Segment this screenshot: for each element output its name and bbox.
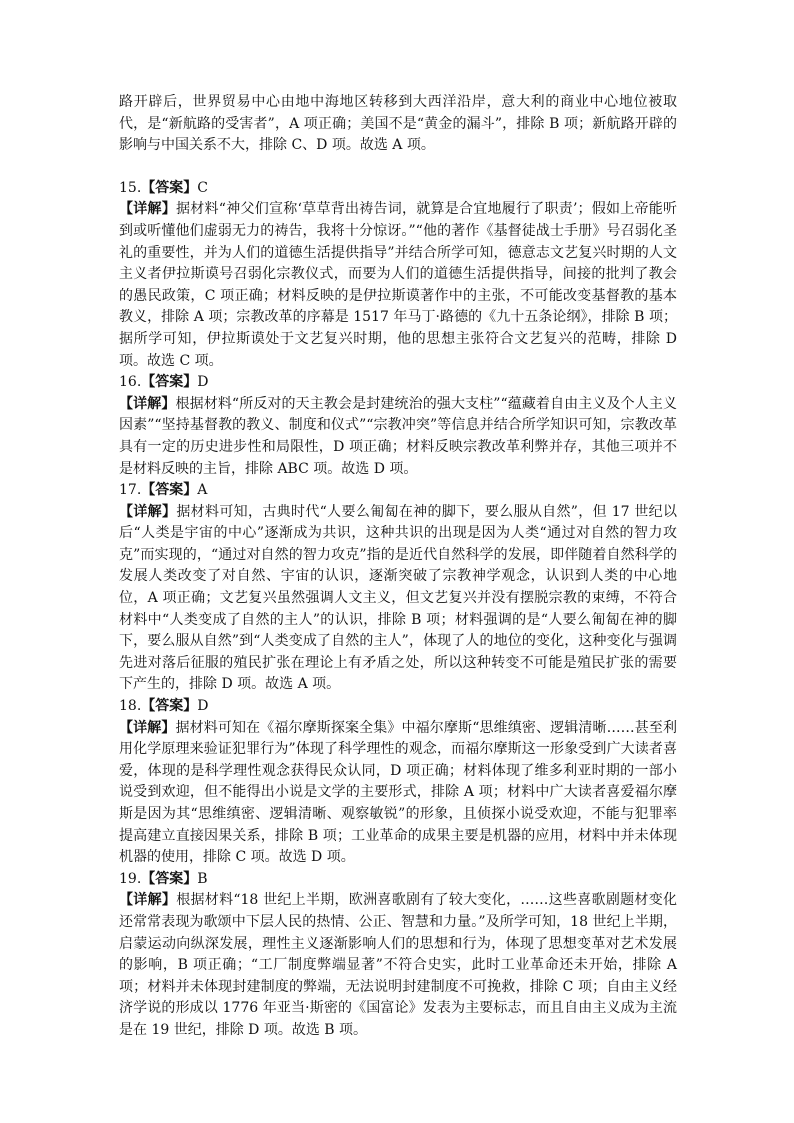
answer-value: C xyxy=(197,179,208,196)
question-15 xyxy=(119,178,677,372)
question-19 xyxy=(119,869,677,1042)
question-number: 17. xyxy=(119,482,142,499)
detail-text: 据材料“神父们宣称‘草草背出祷告词，就算是合宜地履行了职责’；假如上帝能听到或听懂他们虚弱无力的祷告，我将十分惊讶。”“他的著作《基督徒战士手册》号召弱化圣礼的重要性，并为人们的道德生活提供指导”并结合所学可知，德意志文艺复兴时期的人文主义者伊拉斯谟号召弱化宗教仪式，而要为人们的道德生活提供指导，间接的批判了教会的愚民政策，C 项正确；材料反映的是伊拉斯谟著作中的主张，不可能改变基督教的基本教义，排除 A 项；宗教改革的序幕是 1517 年马丁·路德的《九十五条论纲》，排除 B 项；据所学可知，伊拉斯谟处于文艺复兴时期，他的思想主张符合文艺复兴的范畴，排除 D 项。故选 C 项。 xyxy=(119,201,678,369)
document-page xyxy=(119,92,677,1042)
detail-text: 根据材料“所反对的天主教会是封建统治的强大支柱”“蕴藏着自由主义及个人主义因素”“坚持基督教的教义、制度和仪式”“宗教冲突”等信息并结合所学知识可知，宗教改革具有一定的历史进步性和局限性，D 项正确；材料反映宗教改革利弊并存，其他三项并不是材料反映的主旨，排除 ABC 项。故选 D 项。 xyxy=(119,395,677,477)
answer-label: 【答案】 xyxy=(141,482,198,499)
question-16 xyxy=(119,372,677,480)
detail-label: 【详解】 xyxy=(119,395,176,412)
detail-text: 据材料可知，古典时代“人要么匍匐在神的脚下，要么服从自然”，但 17 世纪以后“人类是宇宙的中心”逐渐成为共识，这种共识的出现是因为人类“通过对自然的智力攻克”而实现的，“通过对自然的智力攻克”指的是近代自然科学的发展，即伴随着自然科学的发展人类改变了对自然、宇宙的认识，逐渐突破了宗教神学观念，认识到人类的中心地位，A 项正确；文艺复兴虽然强调人文主义，但文艺复兴并没有摆脱宗教的束缚，不符合材料中“人类变成了自然的主人”的认识，排除 B 项；材料强调的是“人要么匍匐在神的脚下，要么服从自然”到“人类变成了自然的主人”，体现了人的地位的变化，这种变化与强调先进对落后征服的殖民扩张在理论上有矛盾之处，所以这种转变不可能是殖民扩张的需要下产生的，排除 D 项。故选 A 项。 xyxy=(119,503,678,693)
detail-paragraph-19 xyxy=(119,890,677,1041)
answer-line-16 xyxy=(119,372,677,394)
answer-label: 【答案】 xyxy=(141,179,198,196)
question-number: 16. xyxy=(119,374,142,391)
detail-paragraph-17 xyxy=(119,502,677,696)
detail-paragraph-16 xyxy=(119,394,677,480)
detail-paragraph-15 xyxy=(119,199,677,372)
question-18 xyxy=(119,696,677,869)
answer-label: 【答案】 xyxy=(141,698,198,715)
detail-label: 【详解】 xyxy=(119,892,177,909)
question-number: 15. xyxy=(119,179,142,196)
answer-line-17 xyxy=(119,480,677,502)
answer-value: B xyxy=(197,870,208,887)
detail-text: 根据材料“18 世纪上半期，欧洲喜歌剧有了较大变化，……这些喜歌剧题材变化还常常表现为歌颂中下层人民的热情、公正、智慧和力量。”及所学可知，18 世纪上半期，启蒙运动向纵深发展，理性主义逐渐影响人们的思想和行为，体现了思想变革对艺术发展的影响，B 项正确；“工厂制度弊端显著”不符合史实，此时工业革命还未开始，排除 A 项；材料并未体现封建制度的弊端，无法说明封建制度不可挽救，排除 C 项；自由主义经济学说的形成以 1776 年亚当·斯密的《国富论》发表为主要标志，而且自由主义成为主流是在 19 世纪，排除 D 项。故选 B 项。 xyxy=(119,892,678,1038)
answer-value: D xyxy=(197,374,209,391)
answer-line-18 xyxy=(119,696,677,718)
detail-text: 据材料可知在《福尔摩斯探案全集》中福尔摩斯“思维缜密、逻辑清晰……甚至利用化学原理来验证犯罪行为”体现了科学理性的观念，而福尔摩斯这一形象受到广大读者喜爱，体现的是科学理性观念获得民众认同，D 项正确；材料体现了维多利亚时期的一部小说受到欢迎，但不能得出小说是文学的主要形式，排除 A 项；材料中广大读者喜爱福尔摩斯是因为其“思维缜密、逻辑清晰、观察敏锐”的形象，且侦探小说受欢迎，不能与犯罪率提高建立直接因果关系，排除 B 项；工业革命的成果主要是机器的应用，材料中并未体现机器的使用，排除 C 项。故选 D 项。 xyxy=(119,719,678,866)
detail-label: 【详解】 xyxy=(119,201,177,218)
answer-label: 【答案】 xyxy=(141,374,198,391)
question-number: 19. xyxy=(119,870,142,887)
answer-value: D xyxy=(197,698,209,715)
detail-label: 【详解】 xyxy=(119,503,177,520)
detail-label: 【详解】 xyxy=(119,719,176,736)
answer-value: A xyxy=(197,482,208,499)
answer-line-19 xyxy=(119,869,677,891)
answer-label: 【答案】 xyxy=(141,870,198,887)
question-number: 18. xyxy=(119,698,142,715)
paragraph-gap xyxy=(119,157,677,178)
intro-paragraph: 路开辟后，世界贸易中心由地中海地区转移到大西洋沿岸，意大利的商业中心地位被取代，是“新航路的受害者”，A 项正确；美国不是“黄金的漏斗”，排除 B 项；新航路开辟的影响与中国关系不大，排除 C、D 项。故选 A 项。 xyxy=(119,94,677,154)
detail-paragraph-18 xyxy=(119,718,677,869)
answer-line-15 xyxy=(119,178,677,200)
question-17 xyxy=(119,480,677,696)
